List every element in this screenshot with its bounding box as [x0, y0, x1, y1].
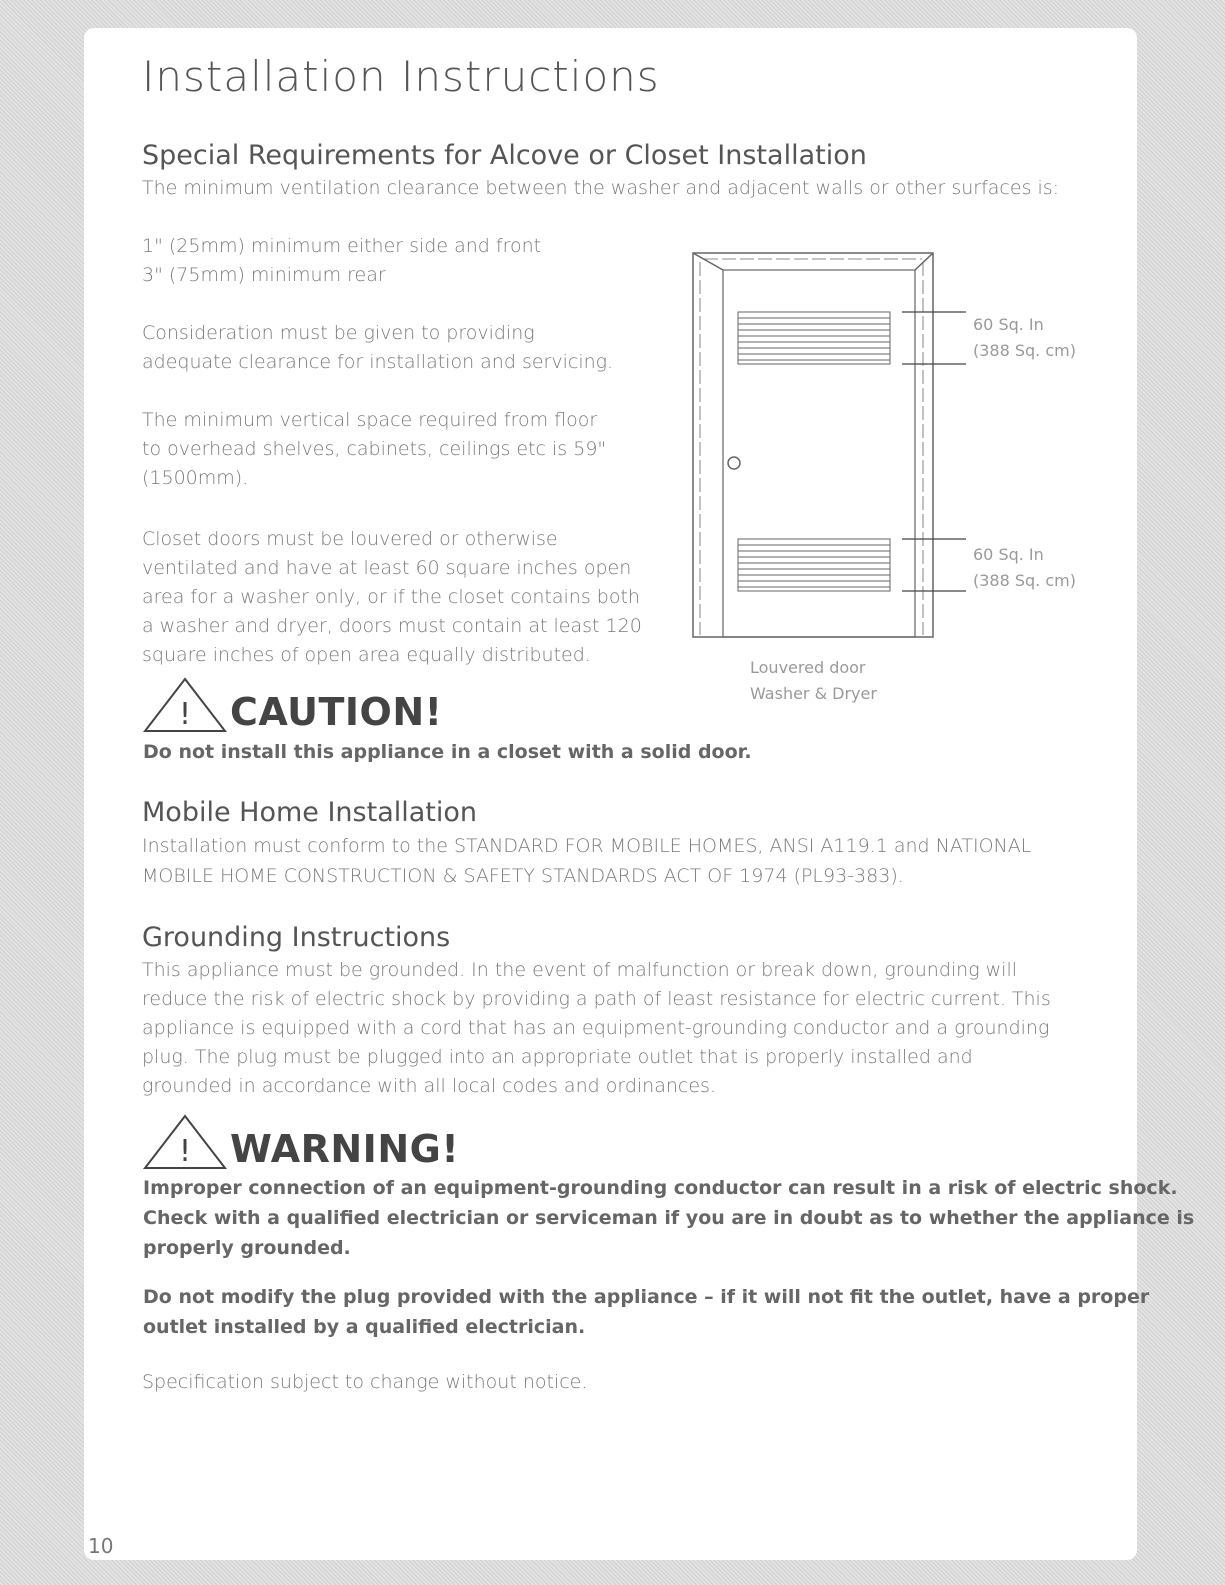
svg-text:!: ! — [178, 1134, 192, 1169]
top-area-sqcm: (388 Sq. cm) — [973, 341, 1076, 360]
caution-text: Do not install this appliance in a closet with a solid door. — [143, 741, 752, 763]
alcove-heading: Special Requirements for Alcove or Closet Installation — [142, 140, 867, 171]
louvered-door-diagram — [690, 250, 980, 640]
caption-line1: Louvered door — [750, 658, 866, 677]
top-area-label — [973, 312, 1076, 364]
mobile-line1: Installation must conform to the STANDARD FOR MOBILE HOMES, ANSI A119.1 and NATIONAL — [142, 835, 1032, 857]
alcove-intro: The minimum ventilation clearance between the washer and adjacent walls or other surfaces is: — [142, 177, 1060, 199]
clearance-side: 1" (25mm) minimum either side and front — [142, 235, 542, 257]
door-frame — [693, 253, 933, 637]
vertical-line3: (1500mm). — [142, 467, 249, 489]
warning-line4: Do not modify the plug provided with the appliance – if it will not fit the outlet, have a proper — [143, 1286, 1150, 1308]
frame-corner-left — [693, 253, 723, 270]
warning-line5: outlet installed by a qualified electrician. — [143, 1316, 586, 1338]
vertical-line1: The minimum vertical space required from floor — [142, 409, 598, 431]
diagram-caption — [750, 655, 877, 707]
bottom-louver — [738, 539, 890, 591]
frame-corner-right — [915, 253, 933, 270]
top-louver — [738, 312, 890, 364]
bottom-area-sqin: 60 Sq. In — [973, 545, 1044, 564]
closet-line5: square inches of open area equally distributed. — [142, 644, 591, 666]
vertical-line2: to overhead shelves, cabinets, ceilings etc is 59" — [142, 438, 607, 460]
bottom-area-label — [973, 542, 1076, 594]
grounding-line1: This appliance must be grounded. In the event of malfunction or break down, grounding will — [142, 959, 1018, 981]
grounding-heading: Grounding Instructions — [142, 922, 451, 953]
page-number: 10 — [88, 1534, 114, 1558]
spec-notice: Specification subject to change without notice. — [142, 1371, 588, 1393]
door-panel — [723, 270, 915, 637]
warning-label: WARNING! — [230, 1127, 460, 1171]
closet-line3: area for a washer only, or if the closet contains both — [142, 586, 640, 608]
page-title: Installation Instructions — [142, 52, 660, 101]
grounding-line3: appliance is equipped with a cord that has an equipment-grounding conductor and a grounding — [142, 1017, 1050, 1039]
consideration-line1: Consideration must be given to providing — [142, 322, 535, 344]
warning-line1: Improper connection of an equipment-grounding conductor can result in a risk of electric shock. — [143, 1177, 1178, 1199]
svg-text:!: ! — [178, 697, 192, 732]
top-area-sqin: 60 Sq. In — [973, 315, 1044, 334]
caption-line2: Washer & Dryer — [750, 684, 877, 703]
caution-label: CAUTION! — [230, 690, 443, 734]
dimension-lines — [902, 312, 966, 591]
closet-line4: a washer and dryer, doors must contain at least 120 — [142, 615, 642, 637]
mobile-heading: Mobile Home Installation — [142, 797, 478, 828]
consideration-line2: adequate clearance for installation and servicing. — [142, 351, 614, 373]
closet-line1: Closet doors must be louvered or otherwise — [142, 528, 558, 550]
warning-line2: Check with a qualified electrician or serviceman if you are in doubt as to whether the appliance is — [143, 1207, 1195, 1229]
closet-line2: ventilated and have at least 60 square inches open — [142, 557, 632, 579]
warning-line3: properly grounded. — [143, 1237, 351, 1259]
caution-warning-icon — [143, 676, 227, 734]
clearance-rear: 3" (75mm) minimum rear — [142, 264, 386, 286]
door-knob — [728, 457, 740, 469]
grounding-line5: grounded in accordance with all local codes and ordinances. — [142, 1075, 716, 1097]
grounding-line2: reduce the risk of electric shock by providing a path of least resistance for electric current. This — [142, 988, 1051, 1010]
mobile-line2: MOBILE HOME CONSTRUCTION & SAFETY STANDARDS ACT OF 1974 (PL93-383). — [142, 865, 904, 887]
warning-triangle-icon — [143, 1113, 227, 1171]
grounding-line4: plug. The plug must be plugged into an appropriate outlet that is properly installed and — [142, 1046, 973, 1068]
bottom-area-sqcm: (388 Sq. cm) — [973, 571, 1076, 590]
